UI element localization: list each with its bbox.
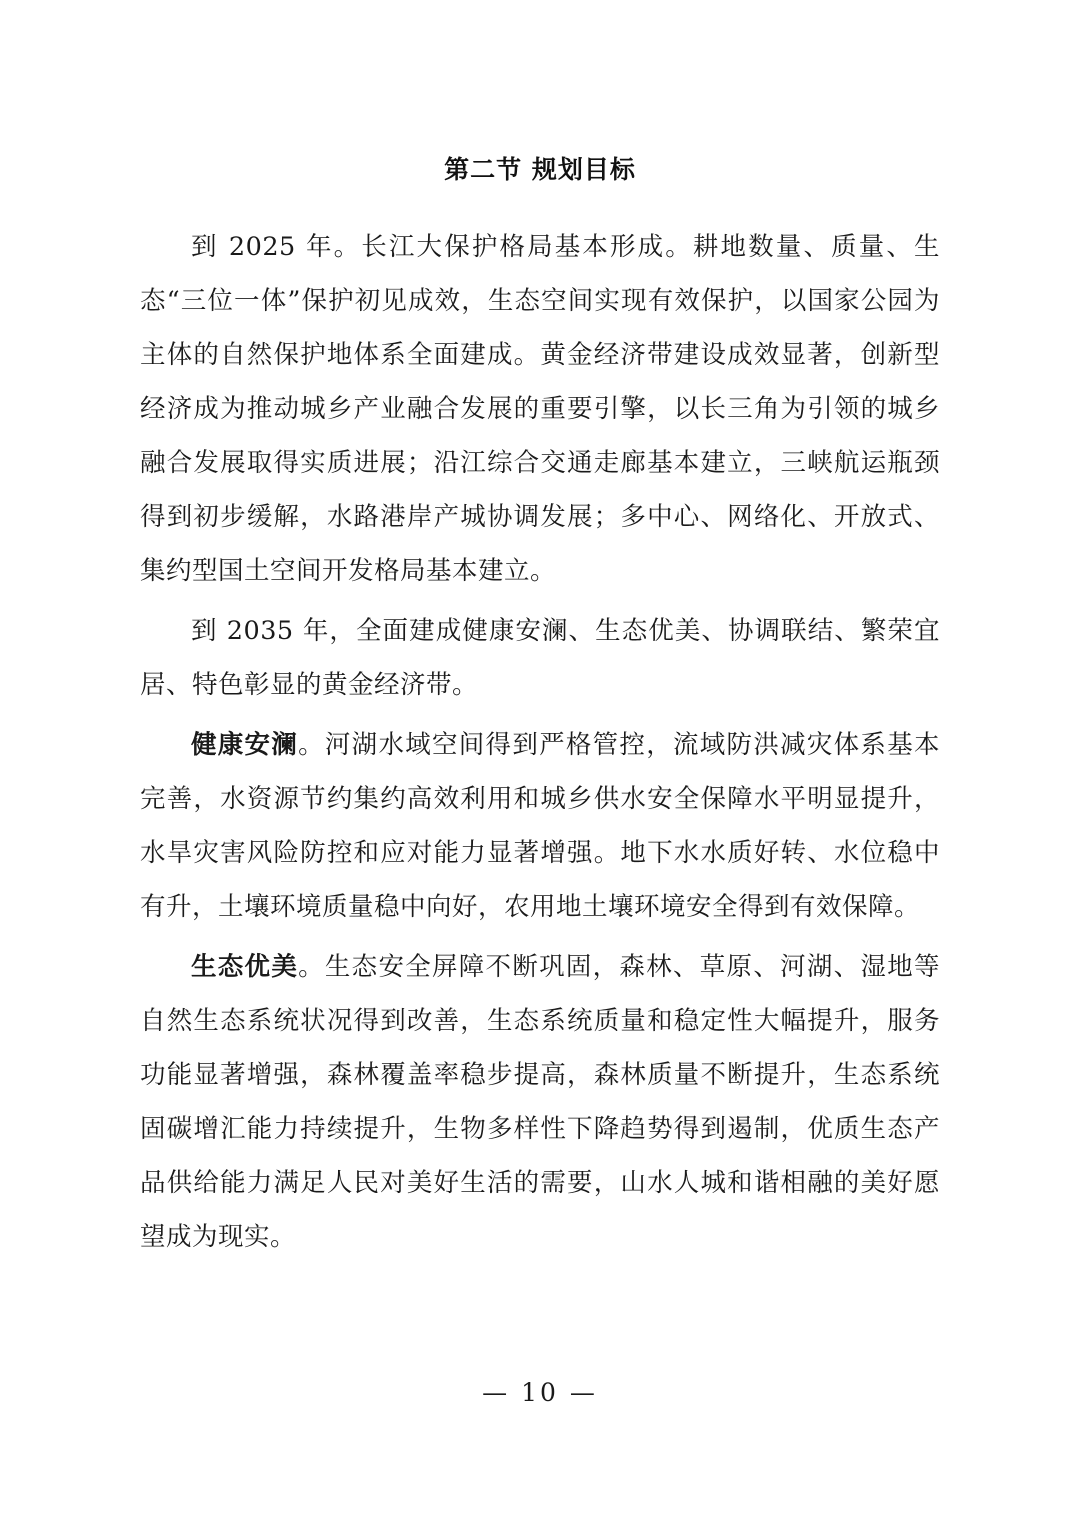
page-content [140, 150, 940, 1270]
paragraph-3-lead: 健康安澜 [191, 730, 299, 760]
paragraph-3 [140, 718, 940, 934]
paragraph-2-text: 到 2035 年，全面建成健康安澜、生态优美、协调联结、繁荣宜居、特色彰显的黄金经济带。 [140, 616, 940, 700]
paragraph-4-lead: 生态优美 [191, 952, 299, 982]
paragraph-1-text: 到 2025 年。长江大保护格局基本形成。耕地数量、质量、生态“三位一体”保护初见成效，生态空间实现有效保护，以国家公园为主体的自然保护地体系全面建成。黄金经济带建设成效显著，创新型经济成为推动城乡产业融合发展的重要引擎，以长三角为引领的城乡融合发展取得实质进展；沿江综合交通走廊基本建立，三峡航运瓶颈得到初步缓解，水路港岸产城协调发展；多中心、网络化、开放式、集约型国土空间开发格局基本建立。 [140, 232, 940, 586]
page-number: — 10 — [482, 1378, 598, 1407]
paragraph-4-text: 。生态安全屏障不断巩固，森林、草原、河湖、湿地等自然生态系统状况得到改善，生态系统质量和稳定性大幅提升，服务功能显著增强，森林覆盖率稳步提高，森林质量不断提升，生态系统固碳增汇能力持续提升，生物多样性下降趋势得到遏制，优质生态产品供给能力满足人民对美好生活的需要，山水人城和谐相融的美好愿望成为现实。 [140, 952, 940, 1252]
paragraph-2 [140, 604, 940, 712]
section-title: 第二节 规划目标 [444, 155, 636, 184]
paragraph-1 [140, 220, 940, 598]
paragraph-4 [140, 940, 940, 1264]
paragraph-3-text: 。河湖水域空间得到严格管控，流域防洪减灾体系基本完善，水资源节约集约高效利用和城乡供水安全保障水平明显提升，水旱灾害风险防控和应对能力显著增强。地下水水质好转、水位稳中有升，土壤环境质量稳中向好，农用地土壤环境安全得到有效保障。 [140, 730, 940, 922]
page-footer [0, 1378, 1080, 1407]
